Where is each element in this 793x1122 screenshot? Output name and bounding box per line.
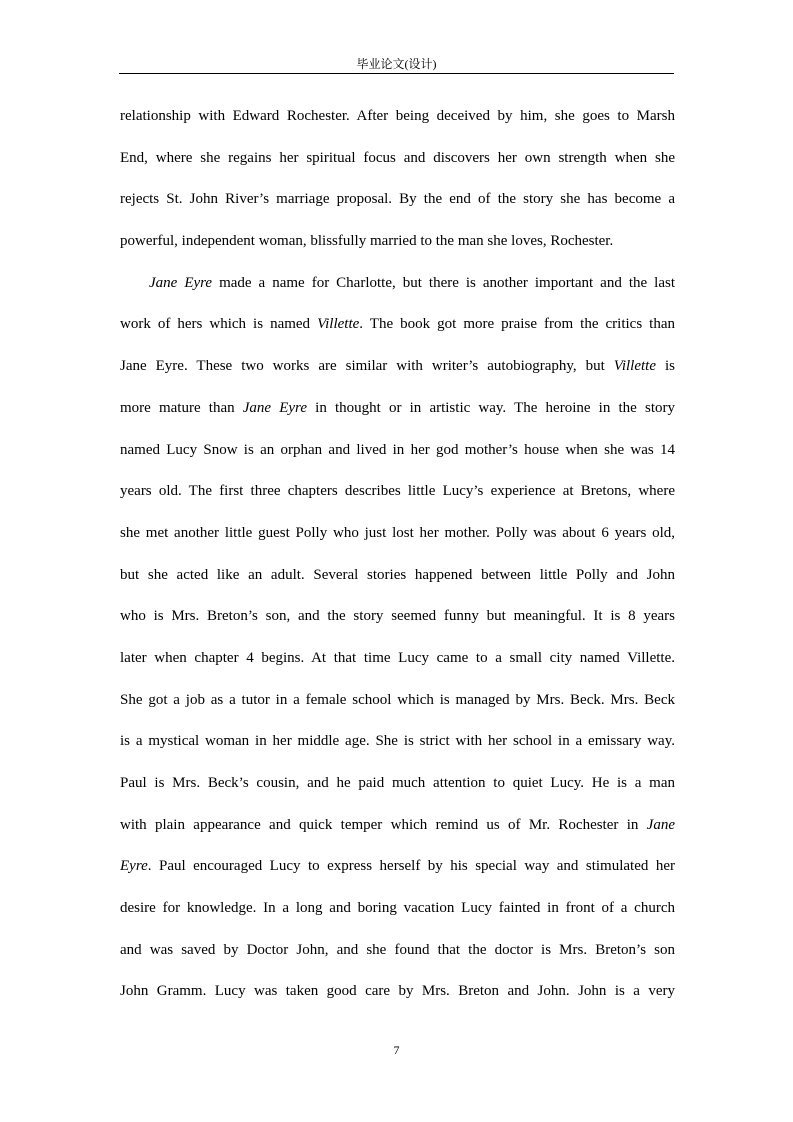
book-title-jane-eyre: Jane Eyre [242, 399, 307, 416]
book-title-jane-eyre: Jane Eyre [149, 274, 213, 291]
text-line-21: and was saved by Doctor John, and she found that the doctor is Mrs. Breton’s son [120, 941, 675, 958]
book-title-villette: Villette [317, 316, 360, 333]
text-line-10: years old. The first three chapters describes little Lucy’s experience at Bretons, where [120, 483, 675, 500]
text-line-5 [120, 263, 675, 305]
text-line-2: End, where she regains her spiritual focus and discovers her own strength when she [120, 149, 675, 166]
header-rule [119, 73, 674, 74]
line-text: is [656, 358, 675, 375]
text-line-14: later when chapter 4 begins. At that time Lucy came to a small city named Villette. [120, 649, 675, 666]
text-line-4: powerful, independent woman, blissfully married to the man she loves, Rochester. [120, 233, 614, 250]
text-line-16: is a mystical woman in her middle age. She is strict with her school in a emissary way. [120, 733, 675, 750]
text-line-6 [120, 304, 675, 346]
book-title-jane-eyre: Jane [646, 816, 675, 833]
text-line-8 [120, 388, 675, 430]
running-header: 毕业论文(设计) [356, 57, 437, 71]
text-line-12: but she acted like an adult. Several stories happened between little Polly and John [120, 566, 675, 583]
line-text: . Paul encouraged Lucy to express herself by his special way and stimulated her [147, 858, 675, 875]
book-title-jane-eyre: Eyre [120, 858, 148, 875]
page-number: 7 [393, 1043, 400, 1057]
text-line-15: She got a job as a tutor in a female school which is managed by Mrs. Beck. Mrs. Beck [120, 691, 675, 708]
text-line-20: desire for knowledge. In a long and boring vacation Lucy fainted in front of a church [120, 900, 675, 917]
text-line-13: who is Mrs. Breton’s son, and the story seemed funny but meaningful. It is 8 years [120, 608, 675, 625]
line-text: made a name for Charlotte, but there is another important and the last [212, 274, 675, 291]
text-line-11: she met another little guest Polly who just lost her mother. Polly was about 6 years old, [120, 524, 675, 541]
text-line-17: Paul is Mrs. Beck’s cousin, and he paid much attention to quiet Lucy. He is a man [120, 775, 675, 791]
text-line-18 [120, 805, 675, 847]
book-title-villette: Villette [613, 358, 656, 375]
line-text: more mature than [120, 399, 243, 416]
text-line-1: relationship with Edward Rochester. After being deceived by him, she goes to Marsh [120, 108, 675, 124]
text-line-22: John Gramm. Lucy was taken good care by Mrs. Breton and John. John is a very [120, 983, 675, 1000]
text-line-9: named Lucy Snow is an orphan and lived in her god mother’s house when she was 14 [120, 441, 675, 458]
line-text: work of hers which is named [120, 316, 318, 333]
text-line-19 [120, 846, 675, 888]
text-line-3: rejects St. John River’s marriage proposal. By the end of the story she has become a [120, 191, 675, 208]
line-text: with plain appearance and quick temper which remind us of Mr. Rochester in [120, 816, 647, 833]
line-text: . The book got more praise from the critics than [359, 316, 675, 333]
body-text [120, 96, 675, 1013]
line-text: Jane Eyre. These two works are similar with writer’s autobiography, but [120, 358, 614, 375]
line-text: in thought or in artistic way. The heroine in the story [307, 399, 675, 416]
text-line-7 [120, 346, 675, 388]
